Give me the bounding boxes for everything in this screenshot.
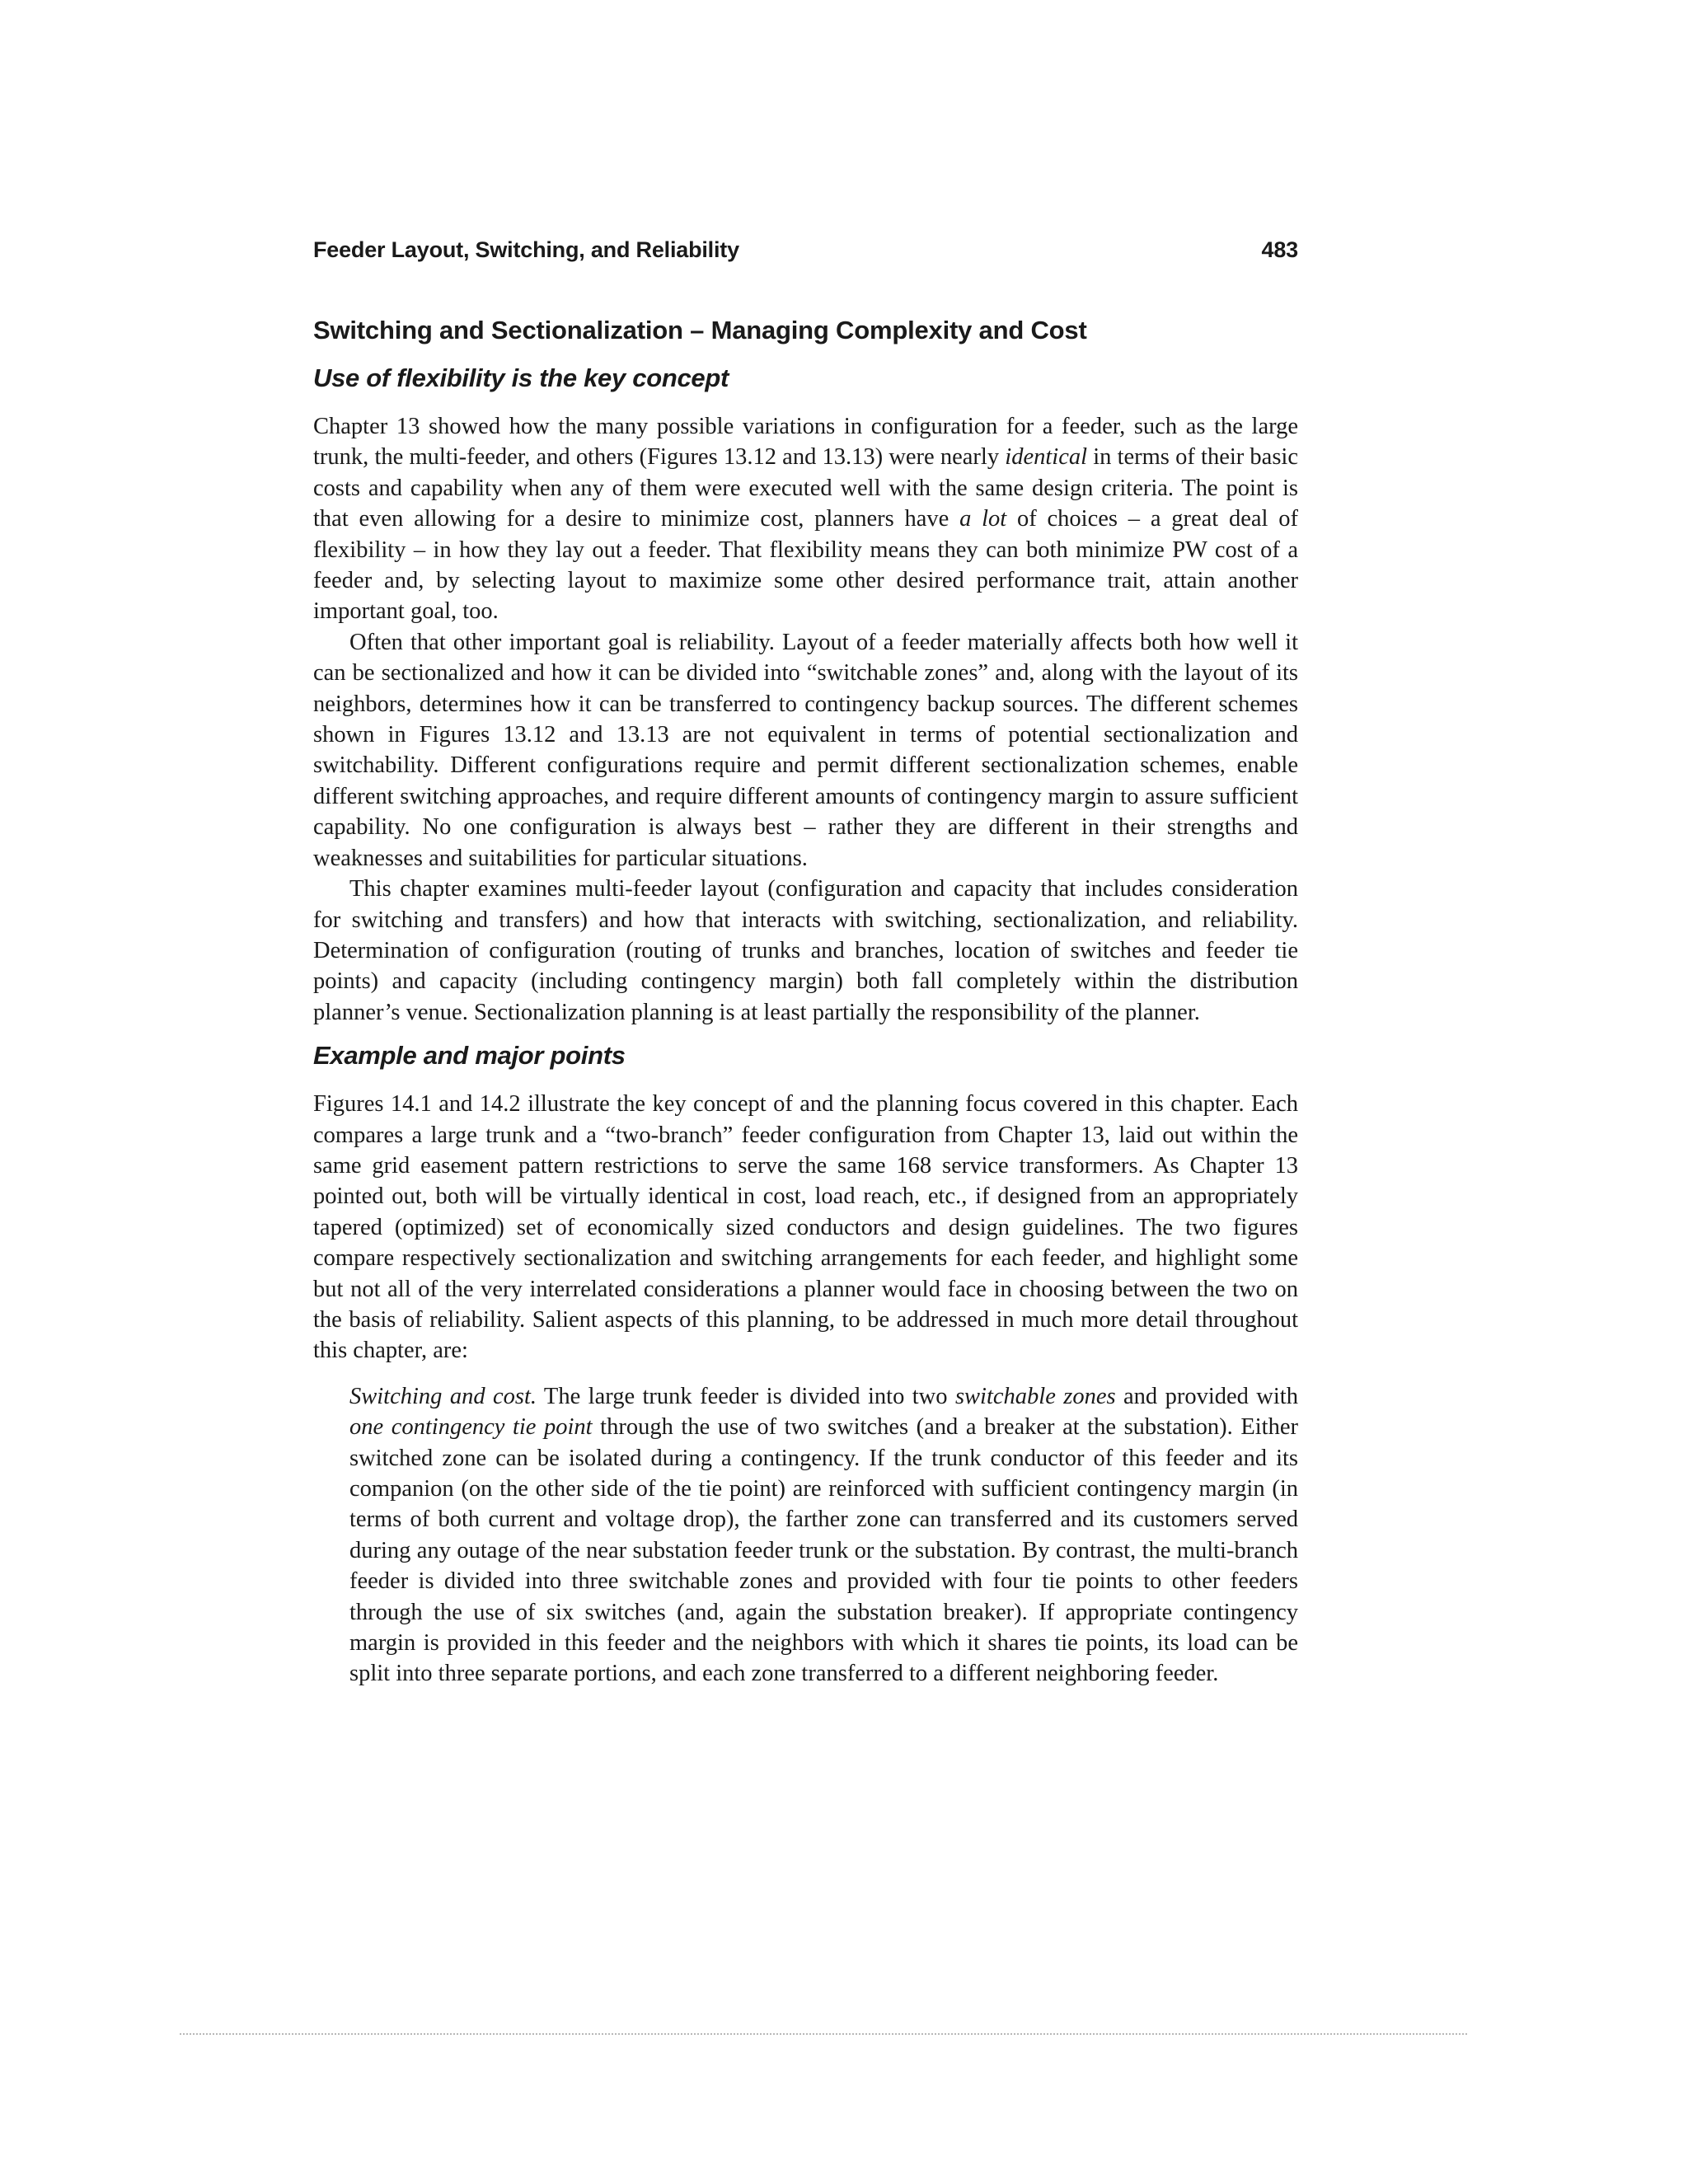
text-run: Chapter 13 showed how the many possible variations in configuration for a feeder, such as the large trunk, the multi-feeder, and others (Figures 13.12 and 13.13) were nearly [313,414,1298,471]
paragraph-flexibility-1 [313,411,1298,627]
emphasis-identical: identical [1005,444,1088,471]
emphasis-a-lot: a lot [959,506,1007,532]
section-title: Switching and Sectionalization – Managing Complexity and Cost [313,316,1087,344]
emphasis-tie-point: one contingency tie point [349,1414,593,1441]
text-run: of choices – a great deal of flexibility – in how they lay out a feeder. That flexibility means they can both minimize PW cost of a feeder and, by selecting layout to maximize some other desired performance trait, attain another important goal, too. [313,506,1299,625]
running-head [313,237,1298,263]
scan-artifact-rule [180,2033,1467,2035]
subsection-title-example: Example and major points [313,1041,626,1071]
paragraph-example-1: Figures 14.1 and 14.2 illustrate the key concept of and the planning focus covered in this chapter. Each compares a large trunk and a “two-branch” feeder configuration from Chapter 13, laid out within the same grid easement pattern restrictions to serve the same 168 service transformers. As Chapter 13 pointed out, both will be virtually identical in cost, load reach, etc., if designed from an appropriately tapered (optimized) set of economically sized conductors and design guidelines. The two figures compare respectively sectionalization and switching arrangements for each feeder, and highlight some but not all of the very interrelated considerations a planner would face in choosing between the two on the basis of reliability. Salient aspects of this planning, to be addressed in much more detail throughout this chapter, are: [313,1091,1298,1364]
paragraph-flexibility-3: This chapter examines multi-feeder layout (configuration and capacity that includes consideration for switching and transfers) and how that interacts with switching, sectionalization, and reliability. Determination of configuration (routing of trunks and branches, location of switches and feeder tie points) and capacity (including contingency margin) both fall completely within the distribution planner’s venue. Sectionalization planning is at least partially the responsibility of the planner. [313,876,1298,1025]
book-page [313,237,1298,1690]
running-title: Feeder Layout, Switching, and Reliability [313,237,739,262]
emphasis-switchable-zones: switchable zones [954,1383,1116,1409]
text-run: and provided with [1115,1383,1298,1409]
text-run: The large trunk feeder is divided into two [537,1383,955,1409]
paragraph-flexibility-2: Often that other important goal is reliability. Layout of a feeder materially affects both how well it can be sectionalized and how it can be divided into “switchable zones” and, along with the layout of its neighbors, determines how it can be transferred to contingency backup sources. The different schemes shown in Figures 13.12 and 13.13 are not equivalent in terms of potential sectionalization and switchability. Different configurations require and permit different sectionalization schemes, enable different switching approaches, and require different amounts of contingency margin to assure sufficient capability. No one configuration is always best – rather they are different in their strengths and weaknesses and suitabilities for particular situations. [313,629,1298,871]
text-run: through the use of two switches (and a breaker at the substation). Either switched zone can be isolated during a contingency. If the trunk conductor of this feeder and its companion (on the other side of the tie point) are reinforced with sufficient contingency margin (in terms of both current and voltage drop), the farther zone can transferred and its customers served during any outage of the near substation feeder trunk or the substation. By contrast, the multi-branch feeder is divided into three switchable zones and provided with four tie points to other feeders through the use of six switches (and, again the substation breaker). If appropriate contingency margin is provided in this feeder and the neighbors with which it shares tie points, its load can be split into three separate portions, and each zone transferred to a different neighboring feeder. [349,1414,1298,1687]
page-number: 483 [1261,237,1298,262]
text-run: in terms of their basic costs and capability when any of them were executed well with the same design criteria. The point is that even allowing for a desire to minimize cost, planners have [313,444,1298,532]
block-lead: Switching and cost. [349,1383,537,1409]
paragraph-switching-and-cost [349,1381,1298,1690]
subsection-title-flexibility: Use of flexibility is the key concept [313,363,729,392]
